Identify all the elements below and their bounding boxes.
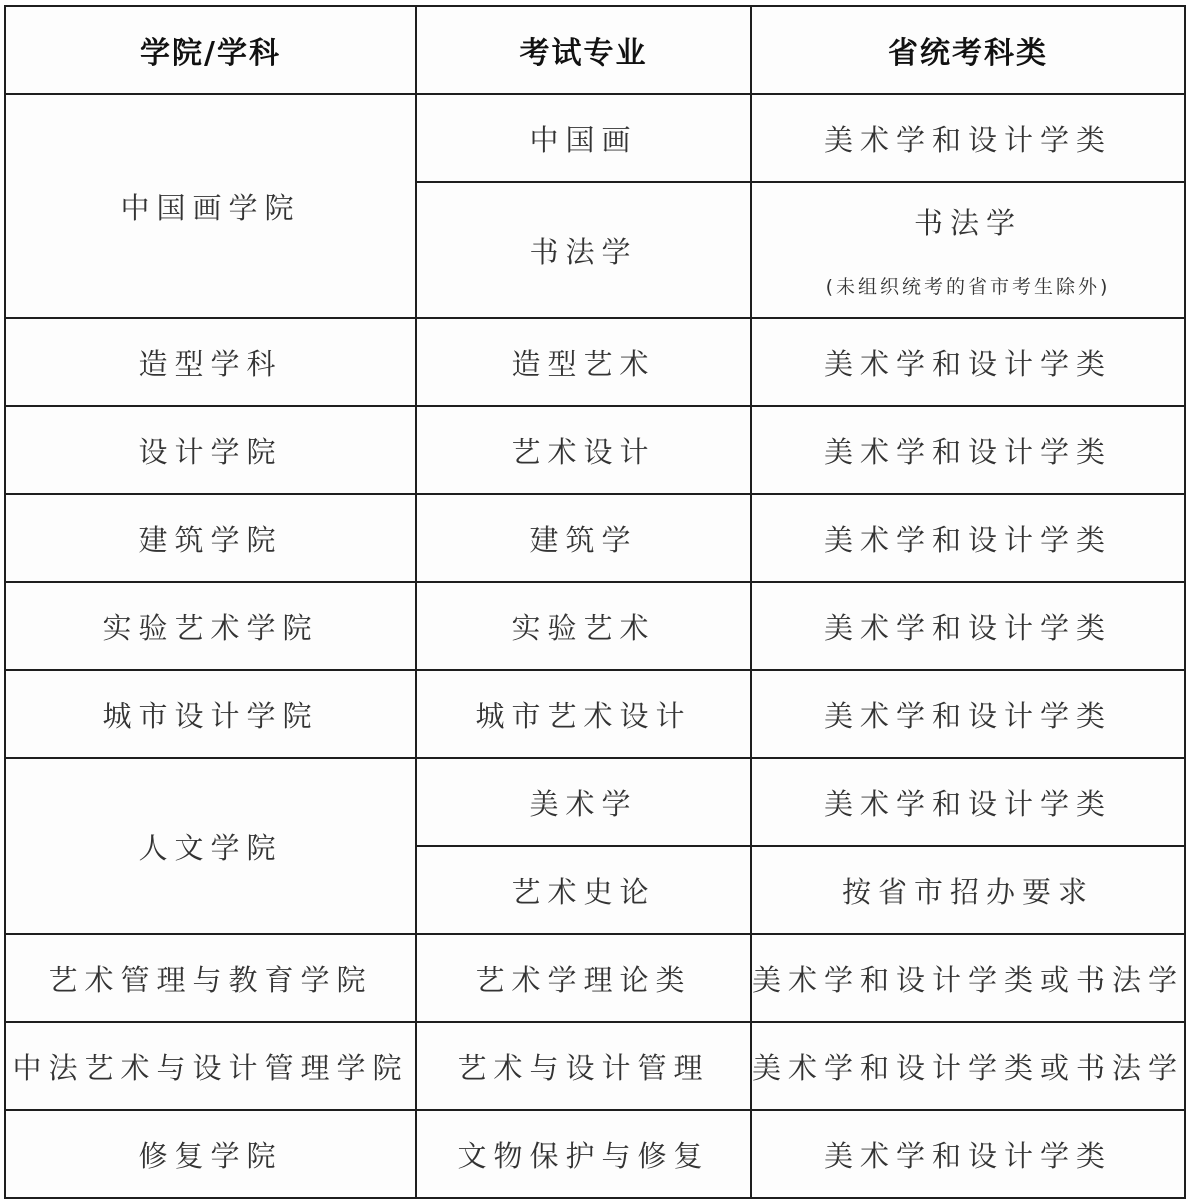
table-row [5,94,1185,182]
category-cell: 美术学和设计学类 [751,406,1185,494]
table-row [5,1110,1185,1198]
college-cell: 实验艺术学院 [5,582,416,670]
header-major: 考试专业 [416,6,751,94]
major-cell: 美术学 [416,758,751,846]
category-cell: 美术学和设计学类或书法学 [751,1022,1185,1110]
table-row [5,758,1185,846]
category-note: (未组织统考的省市考生除外) [825,276,1111,298]
category-cell: 美术学和设计学类 [751,582,1185,670]
category-cell: 美术学和设计学类 [751,670,1185,758]
major-cell: 实验艺术 [416,582,751,670]
table-row [5,494,1185,582]
table-row [5,406,1185,494]
category-cell: 美术学和设计学类 [751,1110,1185,1198]
category-cell: 美术学和设计学类 [751,318,1185,406]
category-cell: 美术学和设计学类 [751,94,1185,182]
major-cell: 艺术学理论类 [416,934,751,1022]
major-cell: 艺术与设计管理 [416,1022,751,1110]
college-cell: 设计学院 [5,406,416,494]
category-cell: 美术学和设计学类 [751,758,1185,846]
college-cell: 中国画学院 [5,94,416,318]
table-row [5,1022,1185,1110]
major-cell: 艺术设计 [416,406,751,494]
major-cell: 文物保护与修复 [416,1110,751,1198]
college-cell: 修复学院 [5,1110,416,1198]
major-cell: 建筑学 [416,494,751,582]
college-cell: 人文学院 [5,758,416,934]
major-cell: 造型艺术 [416,318,751,406]
category-cell: 美术学和设计学类 [751,494,1185,582]
category-text: 书法学 [913,206,1022,240]
major-cell: 艺术史论 [416,846,751,934]
college-cell: 建筑学院 [5,494,416,582]
table-row [5,670,1185,758]
category-cell [751,182,1185,318]
college-cell: 艺术管理与教育学院 [5,934,416,1022]
exam-category-table [4,5,1186,1199]
major-cell: 中国画 [416,94,751,182]
table-row [5,934,1185,1022]
header-college: 学院/学科 [5,6,416,94]
category-cell: 按省市招办要求 [751,846,1185,934]
category-cell: 美术学和设计学类或书法学 [751,934,1185,1022]
table-row [5,582,1185,670]
college-cell: 中法艺术与设计管理学院 [5,1022,416,1110]
header-row [5,6,1185,94]
header-category: 省统考科类 [751,6,1185,94]
college-cell: 造型学科 [5,318,416,406]
table-row [5,318,1185,406]
major-cell: 书法学 [416,182,751,318]
college-cell: 城市设计学院 [5,670,416,758]
major-cell: 城市艺术设计 [416,670,751,758]
